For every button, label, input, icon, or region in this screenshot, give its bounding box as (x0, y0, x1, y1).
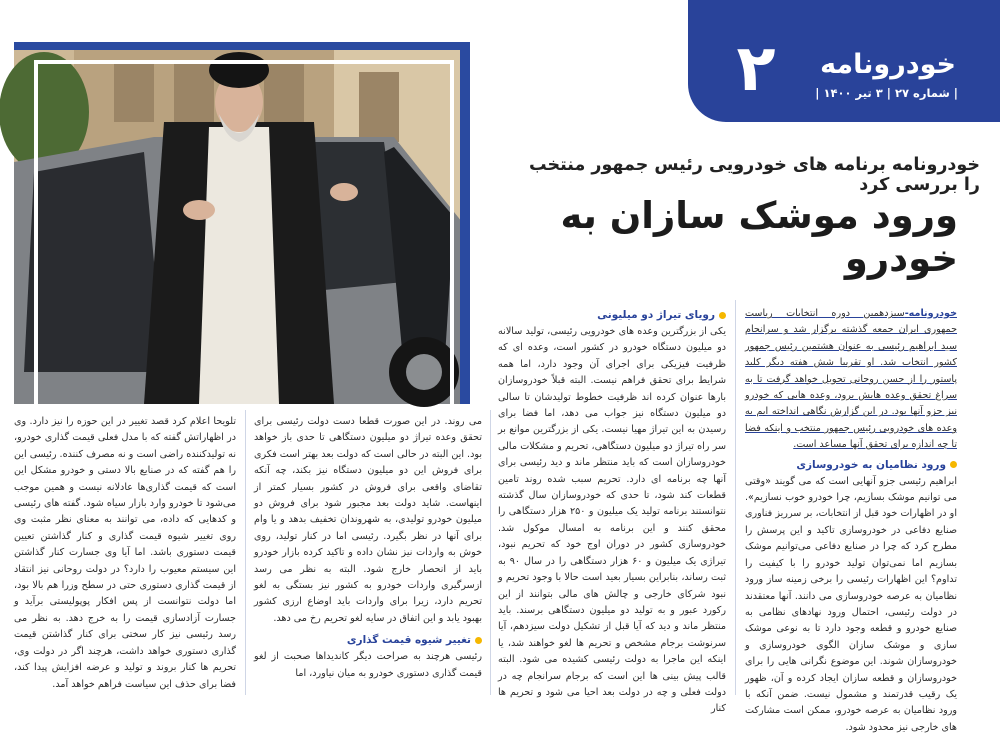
article-column-3 (254, 414, 482, 695)
masthead-logo: خودرونامه (820, 49, 956, 80)
photo-inner-frame (34, 60, 454, 407)
subhead-production: رویای تیراژ دو میلیونی (597, 309, 715, 321)
article-kicker: خودرونامه برنامه های خودرویی رئیس جمهور منتخب را بررسی کرد (529, 155, 980, 195)
column-divider (490, 410, 491, 695)
article-body-1: ابراهیم رئیسی جزو آنهایی است که می گویند «وقتی می توانیم موشک بسازیم، چرا خودرو خوب نسازیم». او در اظهارات خود قبل از انتخابات، بر سرریز فناوری صنایع دفاعی در خودروسازی تاکید و این پرسش را مطرح کرد که چرا در صنایع دفاعی می‌توانیم موشک بسازیم اما نمی‌توان تولید خودرو را با کیفیت را تداوم؟ این اظهارات رئیسی را برخی زمینه ساز ورود نظامیان به عرصه خودروسازی می دانند. آنها معتقدند در دولت رئیسی، احتمال ورود نهادهای نظامی به صنایع خودرو و قطعه وجود دارد تا به نوعی موشک سازی و موشک سازان الگوی خودروسازی و خودروسازان شوند. این موضوع نگرانی هایی را برای خودروسازان و قطعه سازان ایجاد کرده و آن، ظهور یک رقیب قدرتمند و مشمول نیست. ضمن آنکه با ورود نظامیان به عرصه خودرو، ممکن است مشارکت های خارجی نیز محدود شود. (745, 475, 957, 733)
photo-frame-side (460, 42, 470, 404)
bullet-icon (950, 461, 957, 468)
column-divider (735, 300, 736, 695)
bullet-icon (719, 312, 726, 319)
subhead-pricing: تغییر شیوه قیمت گذاری (346, 634, 471, 647)
article-body-2: یکی از بزرگترین وعده های خودرویی رئیسی، تولید سالانه دو میلیون دستگاه خودرو در کشور است، وعده ای که ظرفیت فیزیکی برای اجرای آن وجود دارد، اما همه شرایط برای تحقق فراهم نیست. البته قبلاً خودروسازان بارها عنوان کرده اند ظرفیت خطوط تولیدشان تا سالی دو میلیون دستگاه نیز جواب می دهد، اما فضا برای رسیدن به این تیراژ مهیا نیست. یکی از بزرگترین موانع بر سر راه تیراژ دو میلیون دستگاهی، تحریم و مشکلات مالی خودروسازان است که باید منتظر ماند و دید رئیسی برای آنها چه برنامه ای دارد. تحریم سبب شده روند تامین قطعات کند شود، تا حدی که خودروسازان سال گذشته نتوانستند برنامه تولید یک میلیون و ۲۵۰ هزار دستگاهی را محقق کنند و این برنامه به امسال موکول شد. خودروسازی کشور در دوران اوج خود که تحریم نبود، تیراژی یک میلیون و ۶۰ هزار دستگاهی را در سال ۹۰ به ثبت رساند، بنابراین بسیار بعید است حالا با وجود تحریم و نبود شرکای خارجی و چالش های مالی بتوانند از این رکورد عبور و به تولید دو میلیون دستگاهی برسند. باید منتظر ماند و دید که آیا قبل از تشکیل دولت سیزدهم، آیا سرنوشت برجام مشخص و تحریم ها لغو خواهند شد، یا اینکه این ماجرا به دولت رئیسی کشیده می شود. البته قالب پیش بینی ها این است که برجام سرانجام چه در دولت فعلی و چه در دولت بعد احیا می شود و تحریم ها کنار (498, 326, 726, 715)
column-divider (245, 410, 246, 695)
photo-frame-top (14, 42, 470, 50)
page-number: ۲ (736, 32, 776, 106)
article-lead: خودرونامه- (904, 308, 957, 319)
article-headline: ورود موشک سازان به خودرو (560, 194, 958, 280)
article-body-4: تلویحا اعلام کرد قصد تغییر در این حوزه را نیز دارد. وی در اظهاراتش گفته که با مدل فعلی قیمت گذاری خودرو، نه تولیدکننده راضی است و نه مصرف کننده. رئیسی این را هم گفته که در صنایع بالا دستی و خودرو مشکل این است که قیمت گذاری‌ها عادلانه نیست و همین موجب می‌شود تا خودرو وارد بازار سیاه شود. گفته های رئیسی و کدهایی که داده، می توانند به معنای نظر مثبت وی روی تغییر شیوه قیمت گذاری و کنار گذاشتن تعیین قیمت دستوری باشد. اما آیا وی جسارت کنار گذاشتن این سیستم معیوب را دارد؟ در دولت روحانی نیز انتقاد از قیمت گذاری دستوری حتی در سطح وزرا هم بالا بود، اما دولت نتوانست از پس افکار پوپولیستی برآید و جسارت آزادسازی قیمت را به خرج دهد. به نظر می رسد رئیسی نیز کار سختی برای کنار گذاشتن قیمت گذاری دستوری خواهد داشت، هرچند اگر در دولت وی، تحریم ها کنار بروند و تولید و عرضه افزایش پیدا کند، فضا برای حذف این سیاست فراهم خواهد آمد. (14, 416, 236, 690)
article-column-2 (498, 306, 726, 715)
article-column-1 (745, 306, 957, 733)
bullet-icon (475, 637, 482, 644)
article-column-4 (14, 414, 236, 695)
subhead-military: ورود نظامیان به خودروسازی (796, 458, 946, 471)
article-body-3b: رئیسی هرچند به صراحت دیگر کاندیداها صحبت از لغو قیمت گذاری دستوری خودرو به میان نیاورد، اما (254, 651, 482, 679)
issue-info: | شماره ۲۷ | ۳ تیر ۱۴۰۰ | (815, 86, 958, 100)
article-body-3a: می روند. در این صورت قطعا دست دولت رئیسی برای تحقق وعده تیراژ دو میلیون دستگاهی تا حدی باز خواهد بود. این البته در حالی است که دولت بعد بهتر است فکری برای فروش این دو میلیون دستگاه نیز بکند، چه آنکه تقاضای واقعی برای فروش در کشور بسیار کمتر از اینهاست. شاید دولت بعد مجبور شود برای فروش دو میلیون خودرو تولیدی، به شهروندان تخفیف بدهد و یا وام برای آنها در نظر بگیرد. رئیسی اما در کنار تولید، روی خوش به واردات نیز نشان داده و تاکید کرده بازار خودرو باید از انحصار خارج شود. البته به نظر می رسد ازسرگیری واردات خودرو به کشور نیز بستگی به لغو تحریم دارد، زیرا برای واردات باید اوضاع ارزی کشور بهبود یابد و این اتفاق در سایه لغو تحریم رخ می دهد. (254, 416, 482, 624)
article-intro: سیزدهمین دوره انتخابات ریاست جمهوری ایران جمعه گذشته برگزار شد و سرانجام سید ابراهیم رئیسی به عنوان هشتمین رئیس جمهور کشور انتخاب شد. او تقریبا شش هفته دیگر کلید پاستور را از حسن روحانی تحویل خواهد گرفت تا به سراغ تحقق وعده هایش برود، وعده هایی که خودرو نیز جزو آنها بود. در این گزارش نگاهی انداخته ایم به وعده های خودرویی رئیس جمهور منتخب و اینکه فضا تا چه اندازه برای تحقق آنها مساعد است. (745, 308, 957, 451)
